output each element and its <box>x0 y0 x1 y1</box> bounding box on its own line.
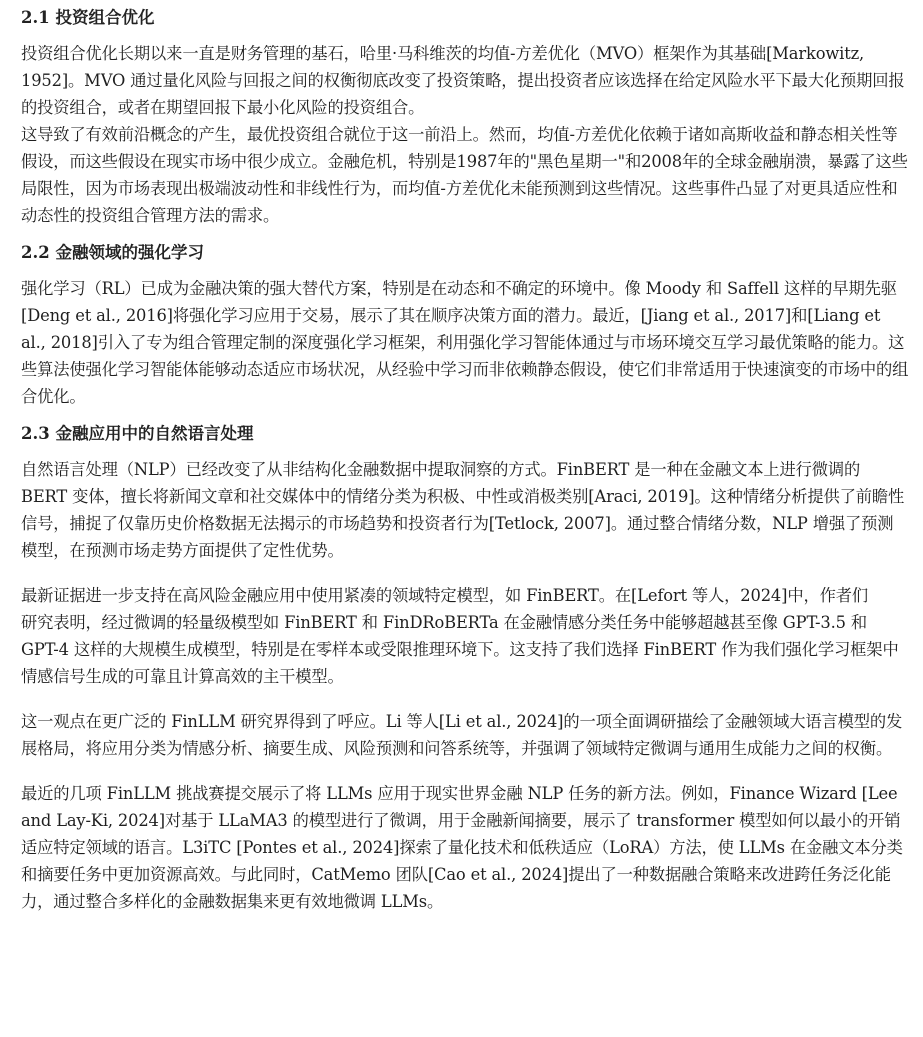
section-heading-2-1: 2.1 投资组合优化 <box>21 8 155 27</box>
paragraph-finllm-challenge: 最近的几项 FinLLM 挑战赛提交展示了将 LLMs 应用于现实世界金融 NLP 任务的新方法。例如，Finance Wizard [Lee and Lay-Ki, 2024]对基于 LLaMA3 的模型进行了微调，用于金融新闻摘要，展示了 transformer 模型如何以最小的开销适应特定领域的语言。L3iTC [Pontes et al., 2024]探索了量化技术和低秩适应（LoRA）方法，使 LLMs 在金融文本分类和摘要任务中更加资源高效。与此同时，CatMemo 团队[Cao et al., 2024]提出了一种数据融合策略来改进跨任务泛化能力，通过整合多样化的金融数据集来更有效地微调 LLMs。 <box>21 784 903 911</box>
paragraph-reinforcement-learning: 强化学习（RL）已成为金融决策的强大替代方案，特别是在动态和不确定的环境中。像 Moody 和 Saffell 这样的早期先驱[Deng et al., 2016]将强化学习应用于交易，展示了其在顺序决策方面的潜力。最近，[Jiang et al., 2017]和[Liang et al., 2018]引入了专为组合管理定制的深度强化学习框架，利用强化学习智能体通过与市场环境交互学习最优策略的能力。这些算法使强化学习智能体能够动态适应市场状况，从经验中学习而非依赖静态假设，使它们非常适用于快速演变的市场中的组合优化。 <box>21 279 909 406</box>
paragraph-finbert-research: 研究表明，经过微调的轻量级模型如 FinBERT 和 FinDRoBERTa 在金融情感分类任务中能够超越甚至像 GPT-3.5 和 GPT-4 这样的大规模生成模型，特别是在零样本或受限推理环境下。这支持了我们选择 FinBERT 作为我们强化学习框架中情感信号生成的可靠且计算高效的主干模型。 <box>21 613 899 686</box>
paragraph-nlp-finance: 自然语言处理（NLP）已经改变了从非结构化金融数据中提取洞察的方式。FinBERT 是一种在金融文本上进行微调的 BERT 变体，擅长将新闻文章和社交媒体中的情绪分类为积极、中性或消极类别[Araci, 2019]。这种情绪分析提供了前瞻性信号，捕捉了仅靠历史价格数据无法揭示的市场趋势和投资者行为[Tetlock, 2007]。通过整合情绪分数，NLP 增强了预测模型，在预测市场走势方面提供了定性优势。 <box>21 460 905 560</box>
paragraph-compact-models: 最新证据进一步支持在高风险金融应用中使用紧凑的领域特定模型，如 FinBERT。在[Lefort 等人，2024]中，作者们 <box>21 586 868 605</box>
paragraph-portfolio-optimization-1: 投资组合优化长期以来一直是财务管理的基石，哈里·马科维茨的均值-方差优化（MVO）框架作为其基础[Markowitz, 1952]。MVO 通过量化风险与回报之间的权衡彻底改变了投资策略，提出投资者应该选择在给定风险水平下最大化预期回报的投资组合，或者在期望回报下最小化风险的投资组合。 <box>21 44 905 117</box>
paragraph-finllm-survey: 这一观点在更广泛的 FinLLM 研究界得到了呼应。Li 等人[Li et al., 2024]的一项全面调研描绘了金融领域大语言模型的发展格局，将应用分类为情感分析、摘要生成、风险预测和问答系统等，并强调了领域特定微调与通用生成能力之间的权衡。 <box>21 712 903 758</box>
section-heading-2-3: 2.3 金融应用中的自然语言处理 <box>21 424 254 443</box>
section-heading-2-2: 2.2 金融领域的强化学习 <box>21 243 204 262</box>
paragraph-portfolio-optimization-2: 这导致了有效前沿概念的产生，最优投资组合就位于这一前沿上。然而，均值-方差优化依赖于诸如高斯收益和静态相关性等假设，而这些假设在现实市场中很少成立。金融危机，特别是1987年的"黑色星期一"和2008年的全球金融崩溃，暴露了这些局限性，因为市场表现出极端波动性和非线性行为，而均值-方差优化未能预测到这些情况。这些事件凸显了对更具适应性和动态性的投资组合管理方法的需求。 <box>21 125 908 225</box>
